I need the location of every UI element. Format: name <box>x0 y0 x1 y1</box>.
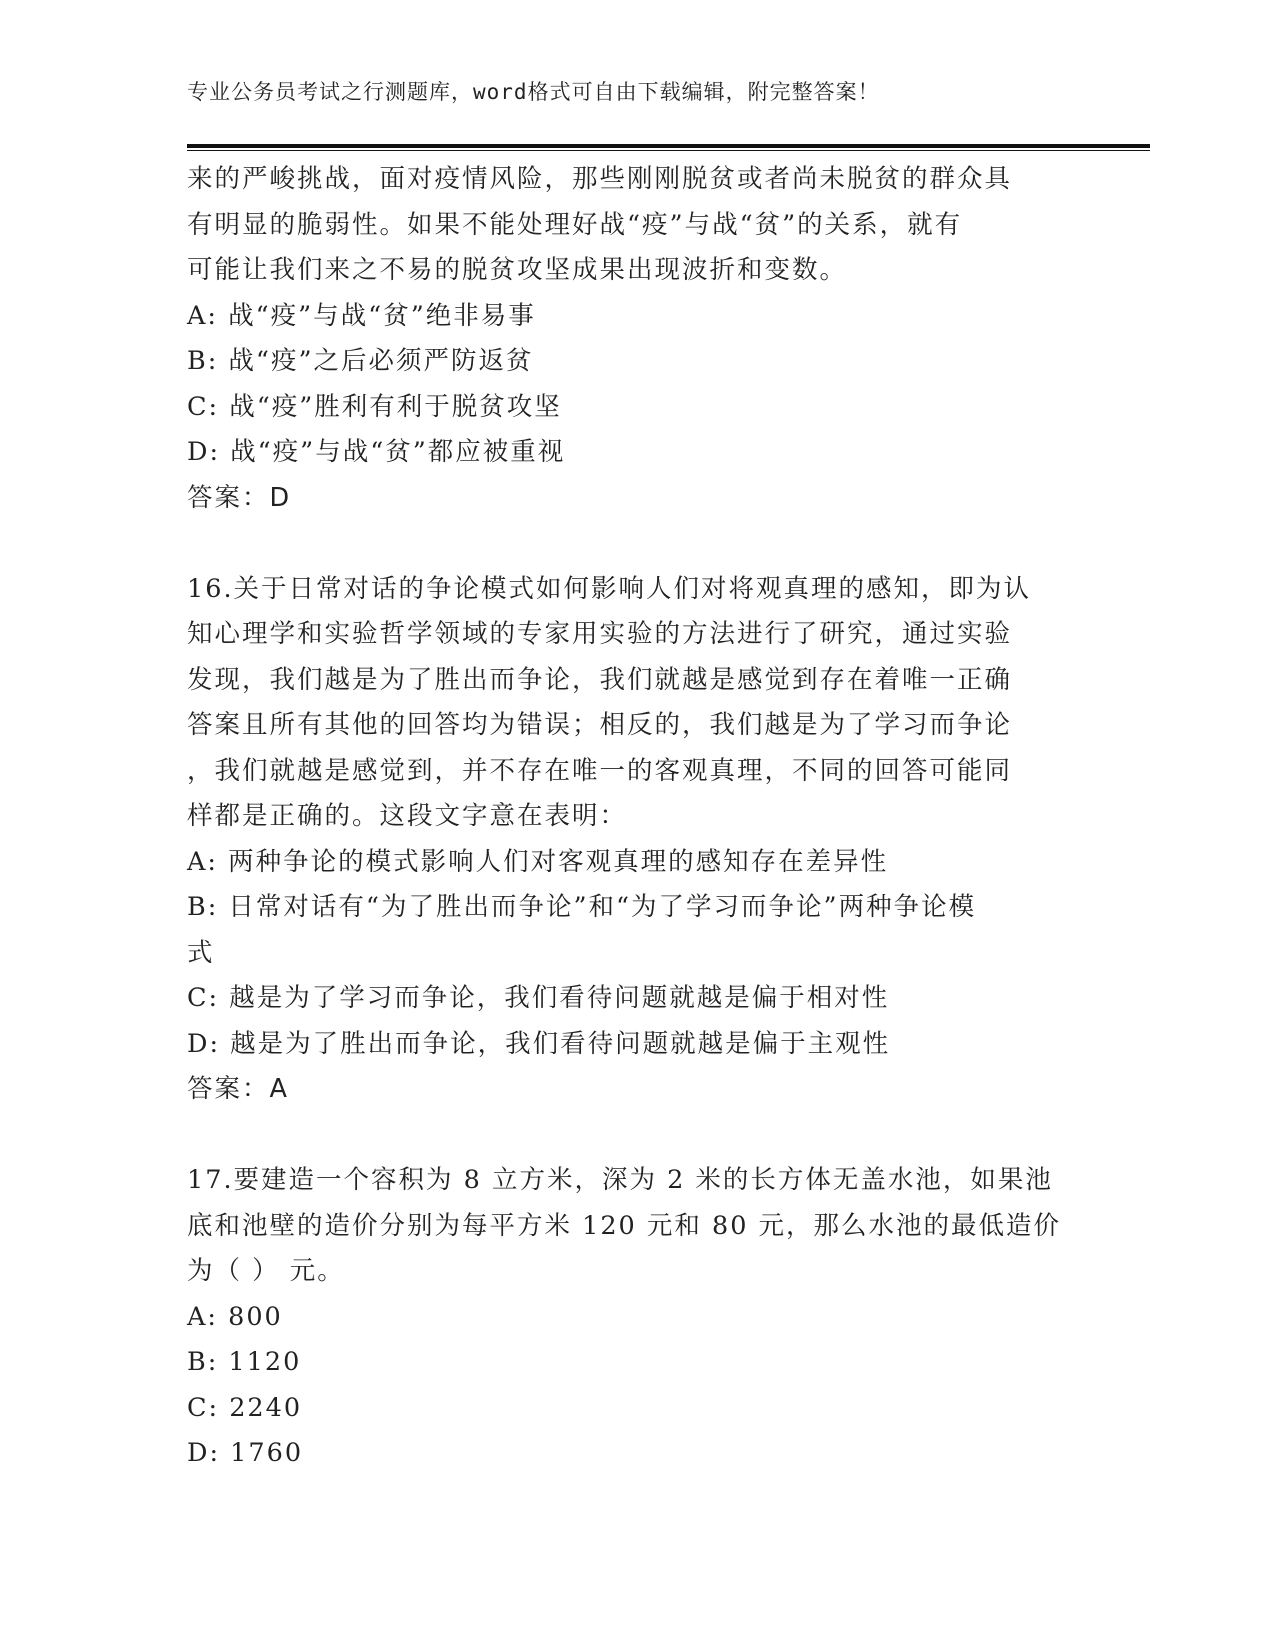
option-b-continued: 式 <box>187 937 215 968</box>
question-line: 底和池壁的造价分别为每平方米 120 元和 80 元，那么水池的最低造价 <box>187 1210 1062 1241</box>
question-line: 来的严峻挑战，面对疫情风险，那些刚刚脱贫或者尚未脱贫的群众具 <box>187 164 1013 194</box>
option-a: A: 战“疫”与战“贫”绝非易事 <box>187 300 536 331</box>
option-a: A: 800 <box>187 1301 283 1332</box>
question-content <box>187 157 1067 1477</box>
question-line: 16.关于日常对话的争论模式如何影响人们对将观真理的感知，即为认 <box>187 573 1032 604</box>
spacer <box>187 1113 1067 1159</box>
question-17-stem <box>187 1158 1067 1295</box>
header-rule-thin <box>187 150 1150 151</box>
question-17-options <box>187 1295 1067 1477</box>
question-line: 为（ ） 元。 <box>187 1256 345 1286</box>
question-15-stem <box>187 157 1067 294</box>
question-line: 发现，我们越是为了胜出而争论，我们就越是感觉到存在着唯一正确 <box>187 664 1013 695</box>
question-16-options <box>187 840 1067 1068</box>
question-line: 答案且所有其他的回答均为错误；相反的，我们越是为了学习而争论 <box>187 710 1013 740</box>
question-line: 有明显的脆弱性。如果不能处理好战“疫”与战“贫”的关系，就有 <box>187 209 963 240</box>
question-line: 17.要建造一个容积为 8 立方米，深为 2 米的长方体无盖水池，如果池 <box>187 1165 1053 1195</box>
question-15-answer: 答案：D <box>187 482 292 513</box>
option-b: B: 日常对话有“为了胜出而争论”和“为了学习而争论”两种争论模 <box>187 892 977 922</box>
question-15-options <box>187 294 1067 476</box>
spacer <box>187 521 1067 567</box>
question-line: 知心理学和实验哲学领域的专家用实验的方法进行了研究，通过实验 <box>187 619 1013 649</box>
option-c: C: 越是为了学习而争论，我们看待问题就越是偏于相对性 <box>187 983 890 1013</box>
question-line: ，我们就越是感觉到，并不存在唯一的客观真理，不同的回答可能同 <box>187 755 1013 786</box>
page-header: 专业公务员考试之行测题库，word格式可自由下载编辑，附完整答案！ <box>187 80 880 104</box>
option-c: C: 战“疫”胜利有利于脱贫攻坚 <box>187 391 562 422</box>
question-16-stem <box>187 567 1067 840</box>
option-a: A: 两种争论的模式影响人们对客观真理的感知存在差异性 <box>187 846 889 877</box>
question-line: 可能让我们来之不易的脱贫攻坚成果出现波折和变数。 <box>187 255 848 285</box>
option-d: D: 战“疫”与战“贫”都应被重视 <box>187 437 566 467</box>
option-c: C: 2240 <box>187 1392 303 1423</box>
option-b: B: 1120 <box>187 1347 302 1377</box>
header-rule-thick <box>187 144 1150 148</box>
question-line: 样都是正确的。这段文字意在表明： <box>187 801 628 831</box>
option-d: D: 1760 <box>187 1438 304 1468</box>
question-16-answer: 答案：A <box>187 1074 289 1104</box>
option-d: D: 越是为了胜出而争论，我们看待问题就越是偏于主观性 <box>187 1028 891 1059</box>
option-b: B: 战“疫”之后必须严防返贫 <box>187 346 534 376</box>
